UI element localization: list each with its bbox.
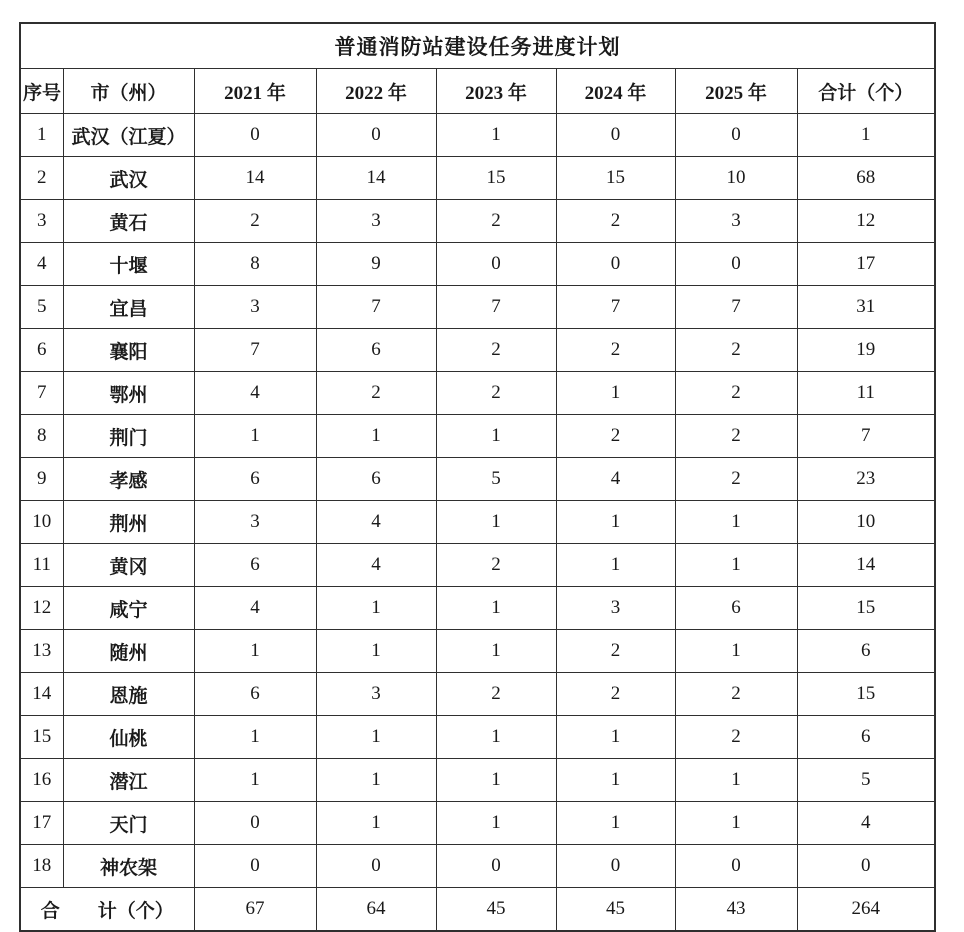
- table-row: [20, 759, 935, 802]
- value-cell: 3: [556, 587, 675, 630]
- table-row: [20, 415, 935, 458]
- value-cell: 7: [436, 286, 556, 329]
- row-index-cell: 3: [20, 200, 63, 243]
- value-cell: 14: [316, 157, 436, 200]
- city-name-cell: 武汉（江夏）: [63, 114, 194, 157]
- city-name-cell: 仙桃: [63, 716, 194, 759]
- value-cell: 3: [194, 286, 316, 329]
- city-name-cell: 天门: [63, 802, 194, 845]
- value-cell: 1: [675, 759, 797, 802]
- city-name-cell: 咸宁: [63, 587, 194, 630]
- value-cell: 1: [194, 415, 316, 458]
- value-cell: 5: [797, 759, 935, 802]
- value-cell: 6: [797, 716, 935, 759]
- total-value-cell: 264: [797, 888, 935, 932]
- value-cell: 2: [436, 673, 556, 716]
- value-cell: 0: [194, 802, 316, 845]
- row-index-cell: 7: [20, 372, 63, 415]
- value-cell: 2: [675, 458, 797, 501]
- value-cell: 0: [675, 243, 797, 286]
- value-cell: 2: [556, 630, 675, 673]
- value-cell: 7: [316, 286, 436, 329]
- value-cell: 0: [194, 114, 316, 157]
- value-cell: 0: [316, 114, 436, 157]
- value-cell: 1: [675, 630, 797, 673]
- value-cell: 1: [316, 802, 436, 845]
- value-cell: 3: [316, 200, 436, 243]
- value-cell: 1: [436, 802, 556, 845]
- table-row: [20, 458, 935, 501]
- value-cell: 1: [194, 630, 316, 673]
- value-cell: 4: [556, 458, 675, 501]
- value-cell: 2: [556, 673, 675, 716]
- value-cell: 1: [436, 114, 556, 157]
- table-row: [20, 716, 935, 759]
- value-cell: 1: [436, 587, 556, 630]
- row-index-cell: 18: [20, 845, 63, 888]
- table-row: [20, 544, 935, 587]
- col-header-index: 序号: [20, 69, 63, 114]
- value-cell: 68: [797, 157, 935, 200]
- row-index-cell: 9: [20, 458, 63, 501]
- value-cell: 6: [194, 544, 316, 587]
- value-cell: 6: [797, 630, 935, 673]
- city-name-cell: 宜昌: [63, 286, 194, 329]
- col-header-city: 市（州）: [63, 69, 194, 114]
- value-cell: 1: [316, 759, 436, 802]
- value-cell: 6: [675, 587, 797, 630]
- col-header-2023: 2023 年: [436, 69, 556, 114]
- value-cell: 1: [556, 544, 675, 587]
- table-row: [20, 845, 935, 888]
- title-row: [20, 23, 935, 69]
- value-cell: 6: [316, 458, 436, 501]
- value-cell: 10: [797, 501, 935, 544]
- value-cell: 9: [316, 243, 436, 286]
- value-cell: 0: [797, 845, 935, 888]
- value-cell: 1: [556, 716, 675, 759]
- row-index-cell: 16: [20, 759, 63, 802]
- col-header-2021: 2021 年: [194, 69, 316, 114]
- total-label-cell: 合 计（个）: [20, 888, 194, 932]
- value-cell: 10: [675, 157, 797, 200]
- total-value-cell: 45: [436, 888, 556, 932]
- value-cell: 0: [316, 845, 436, 888]
- value-cell: 4: [316, 501, 436, 544]
- value-cell: 15: [436, 157, 556, 200]
- value-cell: 1: [556, 501, 675, 544]
- value-cell: 1: [675, 501, 797, 544]
- value-cell: 3: [194, 501, 316, 544]
- row-index-cell: 11: [20, 544, 63, 587]
- value-cell: 1: [316, 716, 436, 759]
- row-index-cell: 14: [20, 673, 63, 716]
- total-value-cell: 64: [316, 888, 436, 932]
- value-cell: 15: [797, 587, 935, 630]
- row-index-cell: 5: [20, 286, 63, 329]
- city-name-cell: 荆州: [63, 501, 194, 544]
- col-header-2024: 2024 年: [556, 69, 675, 114]
- value-cell: 7: [675, 286, 797, 329]
- value-cell: 5: [436, 458, 556, 501]
- row-index-cell: 1: [20, 114, 63, 157]
- value-cell: 1: [556, 802, 675, 845]
- table-row: [20, 630, 935, 673]
- value-cell: 0: [194, 845, 316, 888]
- value-cell: 2: [436, 372, 556, 415]
- value-cell: 0: [556, 114, 675, 157]
- city-name-cell: 鄂州: [63, 372, 194, 415]
- value-cell: 2: [436, 200, 556, 243]
- value-cell: 1: [316, 415, 436, 458]
- value-cell: 31: [797, 286, 935, 329]
- row-index-cell: 10: [20, 501, 63, 544]
- value-cell: 1: [675, 544, 797, 587]
- value-cell: 2: [556, 415, 675, 458]
- value-cell: 2: [675, 673, 797, 716]
- table-row: [20, 802, 935, 845]
- value-cell: 0: [436, 243, 556, 286]
- value-cell: 11: [797, 372, 935, 415]
- value-cell: 2: [675, 372, 797, 415]
- value-cell: 8: [194, 243, 316, 286]
- city-name-cell: 襄阳: [63, 329, 194, 372]
- value-cell: 1: [436, 415, 556, 458]
- value-cell: 4: [797, 802, 935, 845]
- city-name-cell: 荆门: [63, 415, 194, 458]
- value-cell: 1: [194, 716, 316, 759]
- table-row: [20, 673, 935, 716]
- table-row: [20, 286, 935, 329]
- city-name-cell: 神农架: [63, 845, 194, 888]
- city-name-cell: 十堰: [63, 243, 194, 286]
- table-row: [20, 372, 935, 415]
- value-cell: 14: [797, 544, 935, 587]
- row-index-cell: 15: [20, 716, 63, 759]
- value-cell: 4: [194, 587, 316, 630]
- value-cell: 4: [194, 372, 316, 415]
- value-cell: 1: [436, 501, 556, 544]
- city-name-cell: 孝感: [63, 458, 194, 501]
- table-title: 普通消防站建设任务进度计划: [20, 23, 935, 69]
- value-cell: 2: [436, 544, 556, 587]
- value-cell: 0: [556, 243, 675, 286]
- table-body: [20, 114, 935, 932]
- value-cell: 2: [436, 329, 556, 372]
- value-cell: 17: [797, 243, 935, 286]
- value-cell: 19: [797, 329, 935, 372]
- value-cell: 1: [436, 716, 556, 759]
- value-cell: 1: [436, 759, 556, 802]
- table-row: [20, 200, 935, 243]
- row-index-cell: 12: [20, 587, 63, 630]
- value-cell: 1: [316, 630, 436, 673]
- value-cell: 1: [675, 802, 797, 845]
- table-row: [20, 114, 935, 157]
- value-cell: 1: [316, 587, 436, 630]
- value-cell: 6: [194, 458, 316, 501]
- value-cell: 2: [316, 372, 436, 415]
- col-header-2025: 2025 年: [675, 69, 797, 114]
- value-cell: 2: [556, 329, 675, 372]
- value-cell: 0: [556, 845, 675, 888]
- value-cell: 23: [797, 458, 935, 501]
- value-cell: 2: [675, 329, 797, 372]
- value-cell: 1: [436, 630, 556, 673]
- total-value-cell: 67: [194, 888, 316, 932]
- value-cell: 6: [316, 329, 436, 372]
- value-cell: 7: [556, 286, 675, 329]
- value-cell: 0: [675, 114, 797, 157]
- row-index-cell: 17: [20, 802, 63, 845]
- city-name-cell: 恩施: [63, 673, 194, 716]
- row-index-cell: 4: [20, 243, 63, 286]
- value-cell: 2: [675, 716, 797, 759]
- value-cell: 15: [556, 157, 675, 200]
- row-index-cell: 2: [20, 157, 63, 200]
- value-cell: 7: [194, 329, 316, 372]
- value-cell: 12: [797, 200, 935, 243]
- value-cell: 3: [675, 200, 797, 243]
- value-cell: 0: [675, 845, 797, 888]
- city-name-cell: 随州: [63, 630, 194, 673]
- value-cell: 7: [797, 415, 935, 458]
- value-cell: 15: [797, 673, 935, 716]
- fire-station-plan-table: [19, 22, 936, 932]
- row-index-cell: 8: [20, 415, 63, 458]
- value-cell: 0: [436, 845, 556, 888]
- value-cell: 6: [194, 673, 316, 716]
- value-cell: 2: [556, 200, 675, 243]
- row-index-cell: 6: [20, 329, 63, 372]
- value-cell: 4: [316, 544, 436, 587]
- value-cell: 1: [556, 759, 675, 802]
- value-cell: 2: [675, 415, 797, 458]
- city-name-cell: 黄冈: [63, 544, 194, 587]
- col-header-2022: 2022 年: [316, 69, 436, 114]
- total-row: [20, 888, 935, 932]
- value-cell: 2: [194, 200, 316, 243]
- city-name-cell: 黄石: [63, 200, 194, 243]
- row-index-cell: 13: [20, 630, 63, 673]
- value-cell: 1: [556, 372, 675, 415]
- header-row: [20, 69, 935, 114]
- table-row: [20, 501, 935, 544]
- table-row: [20, 587, 935, 630]
- table-row: [20, 243, 935, 286]
- table-row: [20, 329, 935, 372]
- total-value-cell: 43: [675, 888, 797, 932]
- value-cell: 1: [194, 759, 316, 802]
- col-header-total: 合计（个）: [797, 69, 935, 114]
- city-name-cell: 武汉: [63, 157, 194, 200]
- total-value-cell: 45: [556, 888, 675, 932]
- table-row: [20, 157, 935, 200]
- value-cell: 3: [316, 673, 436, 716]
- city-name-cell: 潜江: [63, 759, 194, 802]
- value-cell: 1: [797, 114, 935, 157]
- value-cell: 14: [194, 157, 316, 200]
